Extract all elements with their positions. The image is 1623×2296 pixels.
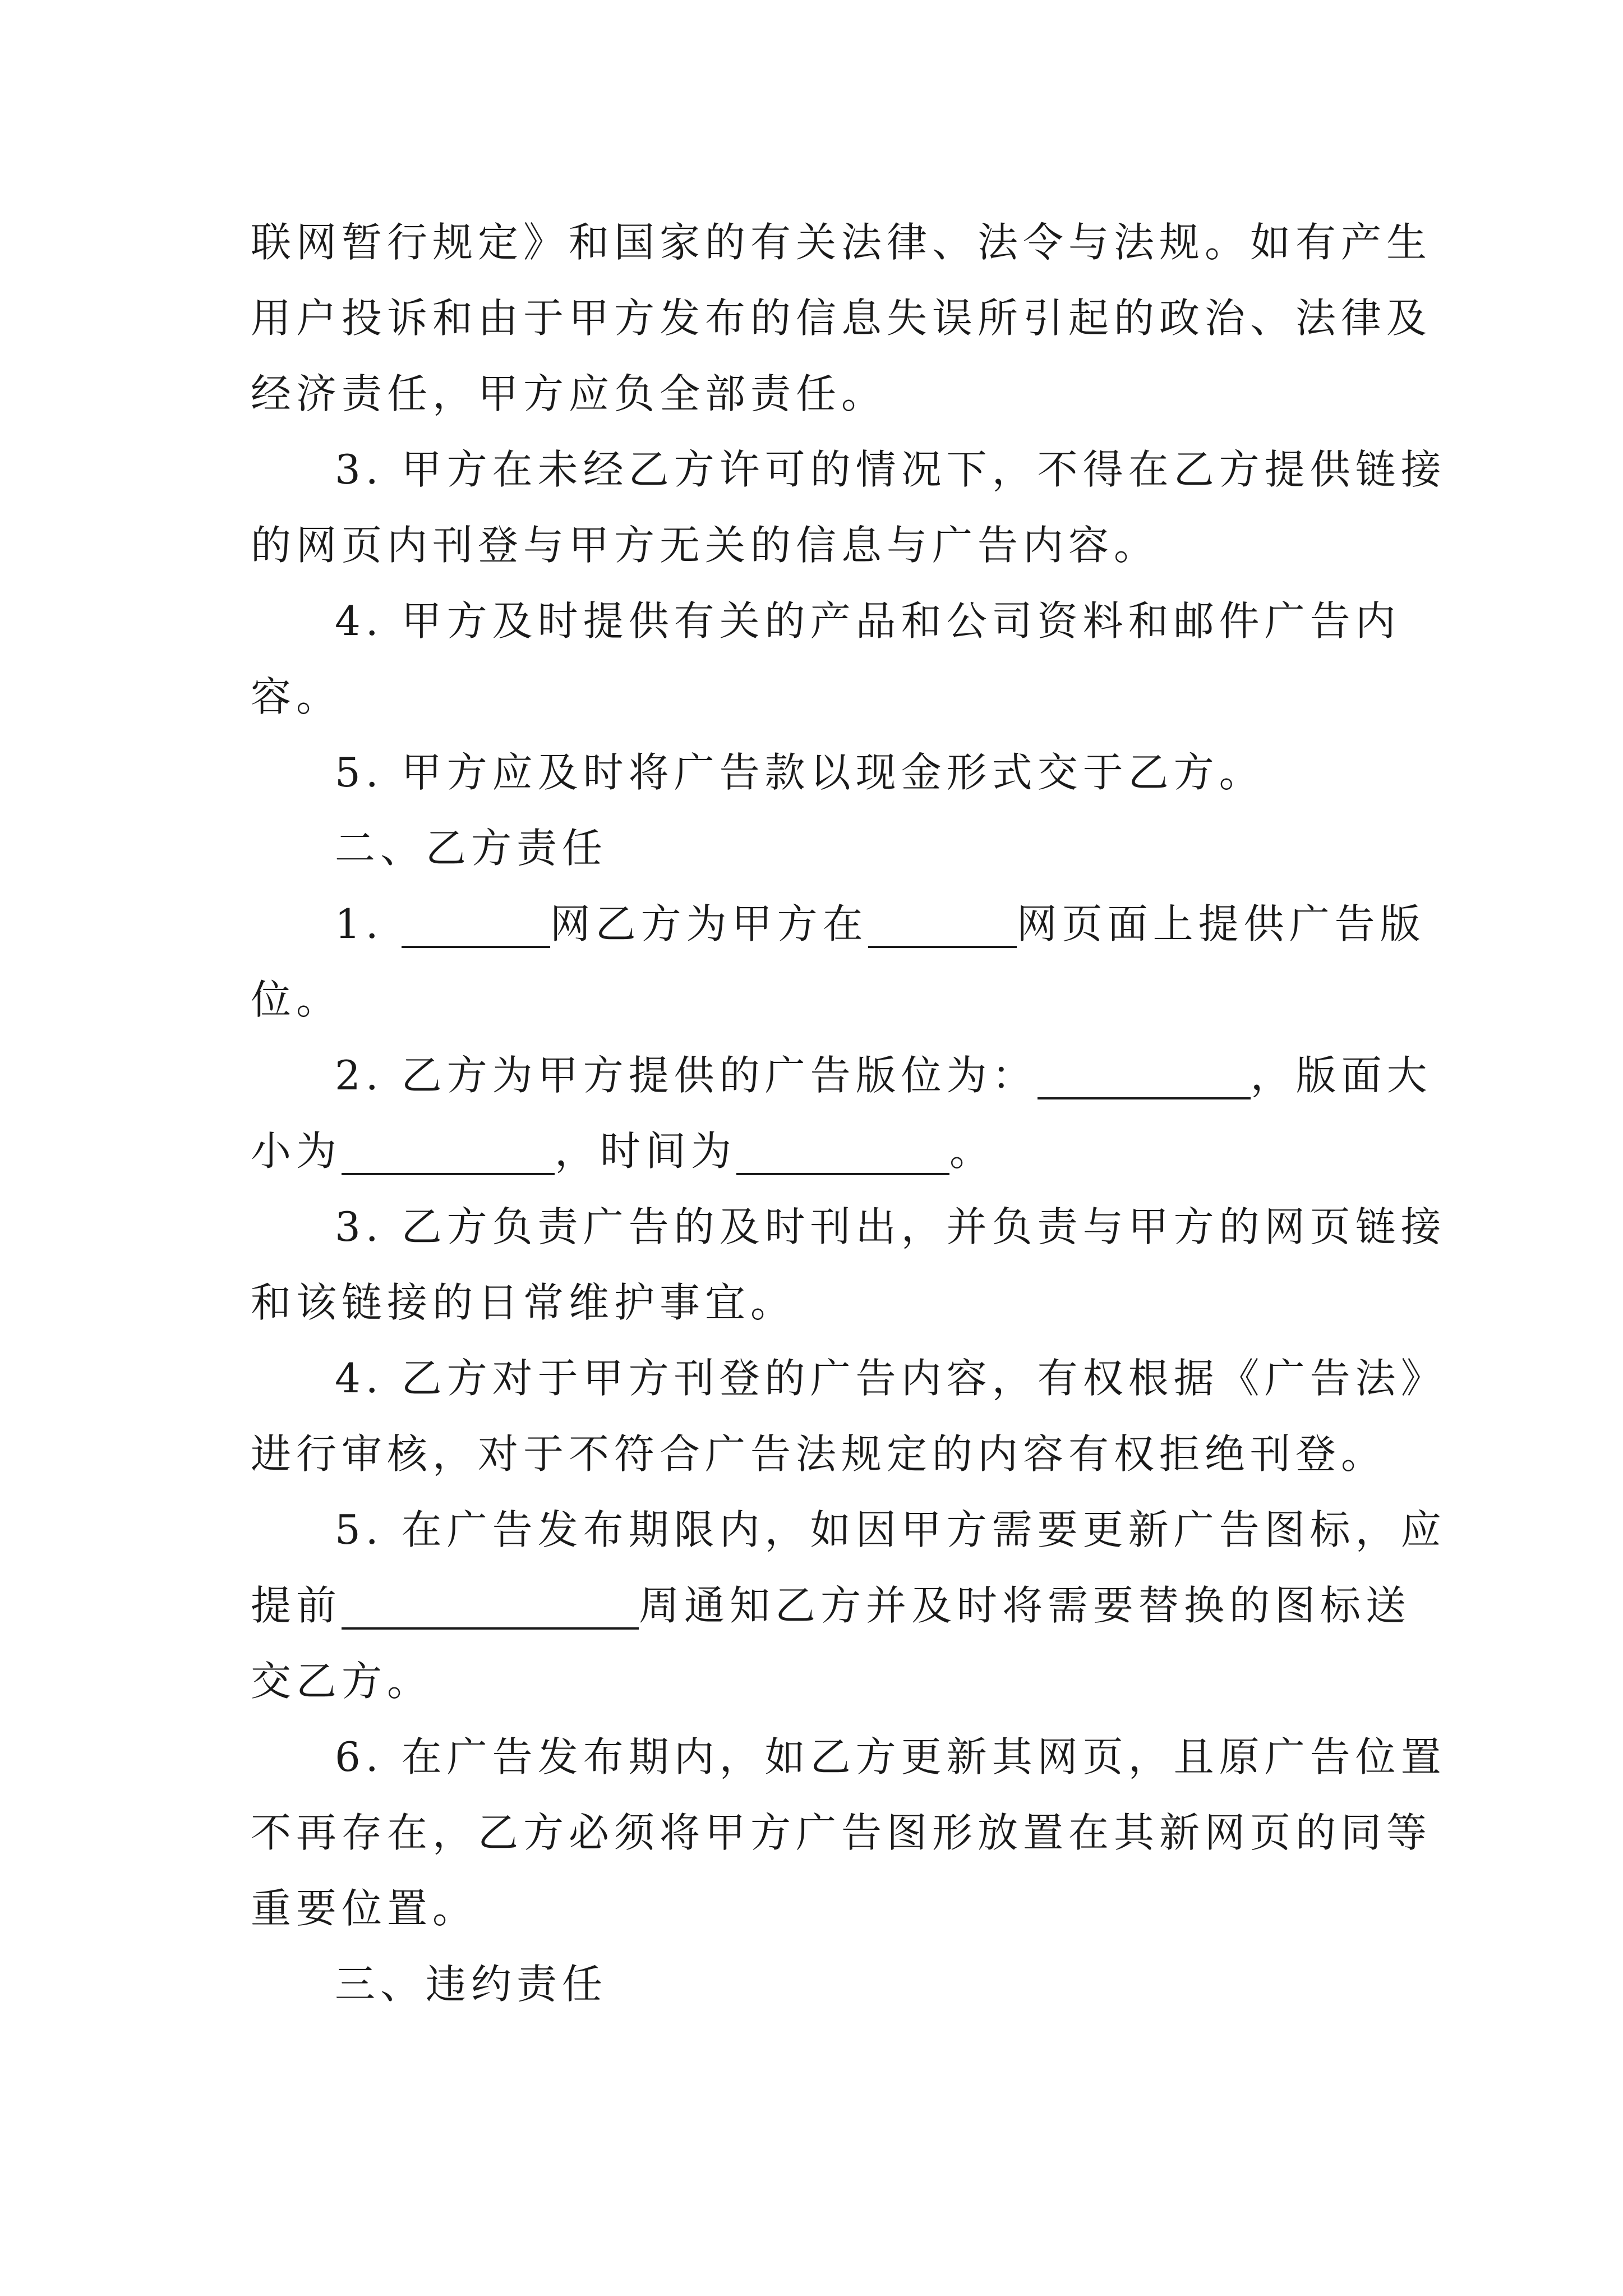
text-fragment: 网页面上提供广告版 <box>1016 900 1426 947</box>
text-line: 重要位置。 <box>251 1885 478 1932</box>
text-fragment: 网乙方为甲方在 <box>550 900 868 947</box>
text-line: 位。 <box>251 976 342 1023</box>
text-fragment: ，版面大 <box>1250 1052 1432 1099</box>
text-line: 用户投诉和由于甲方发布的信息失误所引起的政治、法律及 <box>251 295 1432 342</box>
text-line: 4. 甲方及时提供有关的产品和公司资料和邮件广告内 <box>335 597 1401 645</box>
blank-field-ad-size <box>342 1133 555 1175</box>
blank-field-webpage <box>868 905 1017 948</box>
text-line <box>251 886 1426 962</box>
clause-number: 1. <box>335 900 402 947</box>
clause-party-b-3 <box>251 1189 1446 1341</box>
section-heading-party-b <box>251 811 1392 886</box>
text-line: 联网暂行规定》和国家的有关法律、法令与法规。如有产生 <box>251 219 1432 266</box>
section-heading: 三、违约责任 <box>335 1961 608 2008</box>
text-line: 6. 在广告发布期内，如乙方更新其网页，且原广告位置 <box>335 1733 1446 1780</box>
paragraph-law-compliance <box>251 205 1432 432</box>
blank-field-website <box>402 905 550 948</box>
clause-party-b-1 <box>251 886 1426 1038</box>
text-line: 3. 乙方负责广告的及时刊出，并负责与甲方的网页链接 <box>335 1203 1446 1250</box>
clause-party-b-4 <box>251 1341 1446 1492</box>
text-fragment: 周通知乙方并及时将需要替换的图标送 <box>639 1582 1412 1629</box>
clause-party-a-3 <box>251 432 1446 583</box>
text-line: 5. 在广告发布期限内，如因甲方需要更新广告图标，应 <box>335 1506 1446 1553</box>
text-line: 4. 乙方对于甲方刊登的广告内容，有权根据《广告法》 <box>335 1355 1446 1402</box>
text-line: 和该链接的日常维护事宜。 <box>251 1279 796 1326</box>
text-line: 的网页内刊登与甲方无关的信息与广告内容。 <box>251 522 1160 569</box>
blank-field-ad-time <box>736 1133 949 1175</box>
text-line <box>251 1114 1392 1189</box>
text-fragment: 提前 <box>251 1582 342 1629</box>
text-fragment: 小为 <box>251 1128 342 1175</box>
text-fragment: 。 <box>949 1128 995 1175</box>
clause-party-b-2 <box>251 1038 1432 1189</box>
clause-party-b-5 <box>251 1492 1446 1719</box>
text-line: 3. 甲方在未经乙方许可的情况下，不得在乙方提供链接 <box>335 446 1446 493</box>
text-fragment: ，时间为 <box>555 1128 737 1175</box>
text-line: 不再存在，乙方必须将甲方广告图形放置在其新网页的同等 <box>251 1809 1432 1856</box>
section-heading: 二、乙方责任 <box>335 825 608 872</box>
text-line: 进行审核，对于不符合广告法规定的内容有权拒绝刊登。 <box>251 1430 1387 1478</box>
section-heading-breach <box>251 1947 1392 2022</box>
blank-field-ad-position <box>1038 1057 1251 1099</box>
clause-party-a-5 <box>251 735 1392 811</box>
text-fragment: 2. 乙方为甲方提供的广告版位为： <box>335 1052 1038 1099</box>
text-line <box>251 1568 1412 1644</box>
clause-party-a-4 <box>251 583 1401 735</box>
blank-field-weeks <box>342 1587 639 1630</box>
text-line: 容。 <box>251 673 342 720</box>
text-line <box>251 1038 1432 1114</box>
clause-party-b-6 <box>251 1719 1446 1947</box>
text-line: 5. 甲方应及时将广告款以现金形式交于乙方。 <box>335 749 1265 796</box>
text-line: 经济责任，甲方应负全部责任。 <box>251 370 887 417</box>
contract-body <box>251 205 1446 2022</box>
text-line: 交乙方。 <box>251 1658 433 1705</box>
